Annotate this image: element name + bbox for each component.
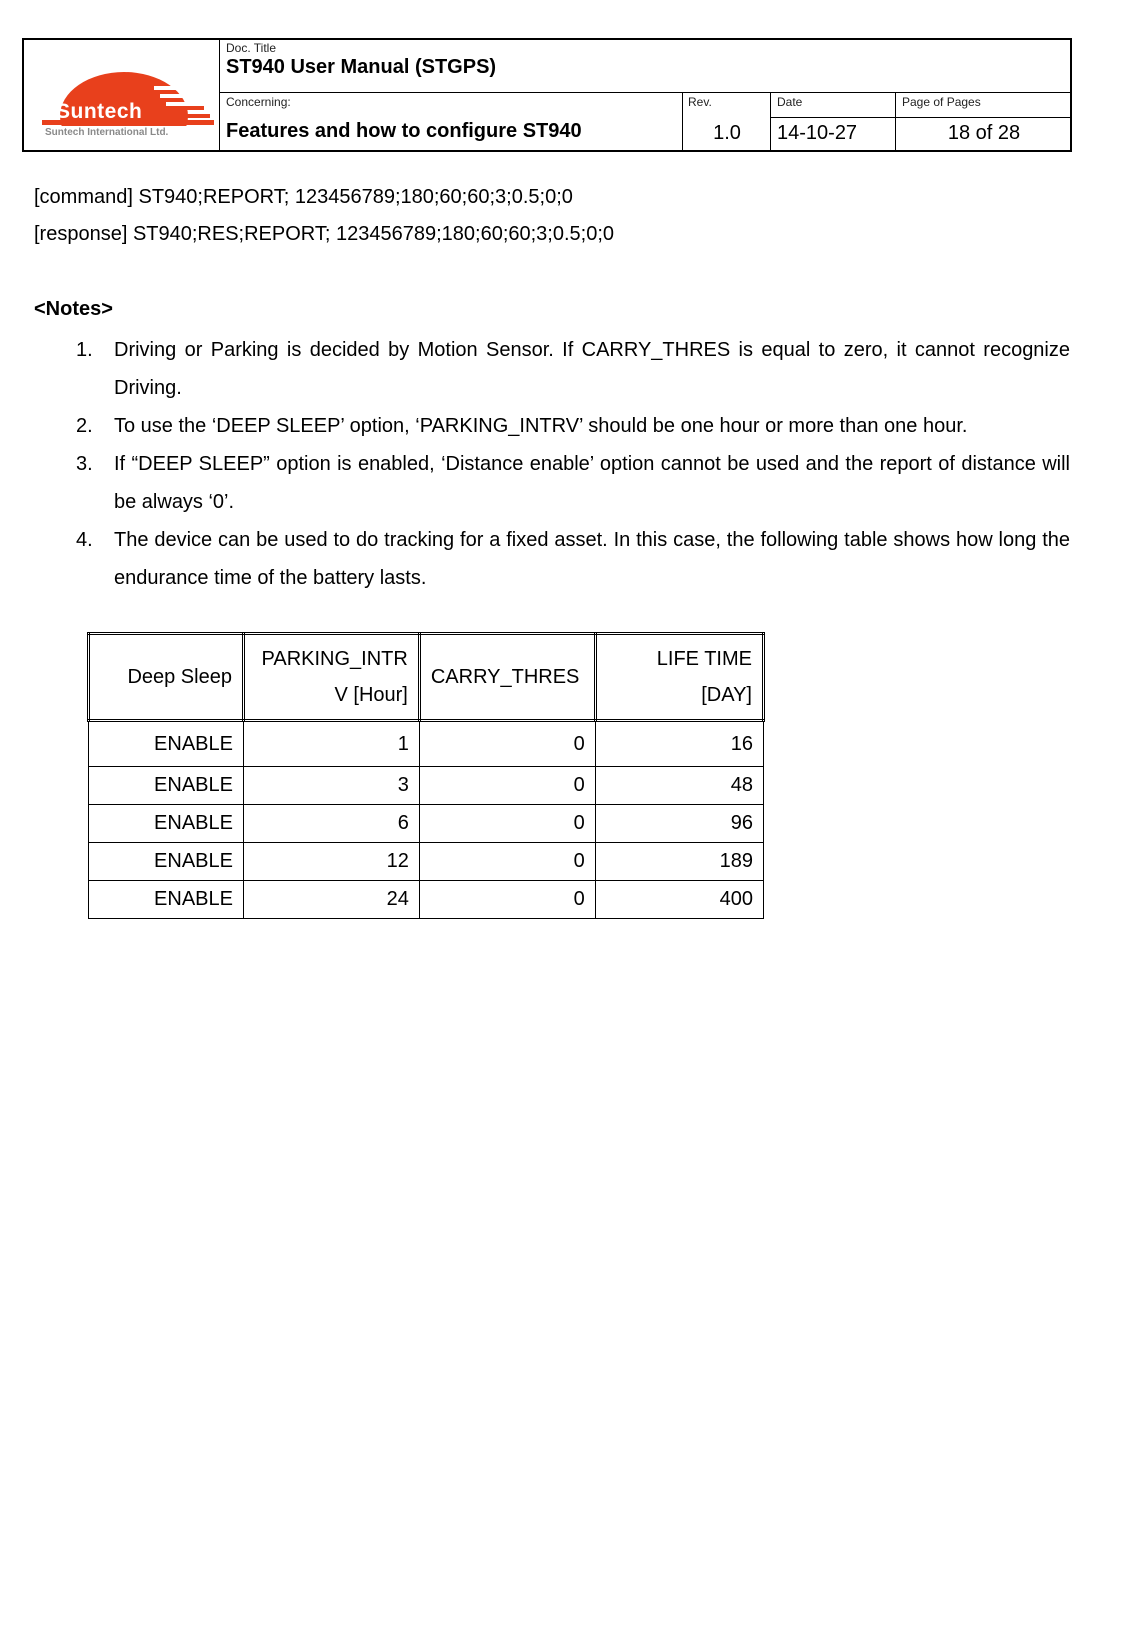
header-divider xyxy=(219,92,1070,93)
table-row xyxy=(89,805,764,843)
list-item xyxy=(0,445,1137,521)
header-divider xyxy=(770,117,1070,118)
table-header-row xyxy=(89,634,764,721)
rev-value: 1.0 xyxy=(713,122,741,144)
table-cell: 400 xyxy=(595,881,763,919)
list-item xyxy=(0,407,1137,445)
table-row xyxy=(89,767,764,805)
table-cell: 96 xyxy=(595,805,763,843)
table-cell: 0 xyxy=(419,767,595,805)
doc-title: ST940 User Manual (STGPS) xyxy=(226,56,497,78)
date-value: 14-10-27 xyxy=(777,122,858,144)
response-line: [response] ST940;RES;REPORT; 123456789;180;60;60;3;0.5;0;0 xyxy=(34,223,615,245)
column-header-life-time: LIFE TIME [DAY] xyxy=(595,634,763,721)
table-cell: 16 xyxy=(595,721,763,767)
column-header-deep-sleep: Deep Sleep xyxy=(89,634,244,721)
pages-value: 18 of 28 xyxy=(947,122,1021,144)
table-row xyxy=(89,843,764,881)
column-header-carry-thres: CARRY_THRES xyxy=(419,634,595,721)
list-number: 1. xyxy=(76,339,93,361)
notes-heading: <Notes> xyxy=(34,298,113,320)
column-header-parking-intrv: PARKING_INTR V [Hour] xyxy=(243,634,419,721)
pages-label: Page of Pages xyxy=(902,95,981,109)
table-cell: ENABLE xyxy=(89,767,244,805)
date-label: Date xyxy=(777,95,803,109)
rev-label: Rev. xyxy=(688,95,712,109)
header-divider xyxy=(219,40,220,150)
table-cell: 0 xyxy=(419,805,595,843)
list-number: 3. xyxy=(76,453,93,475)
table-cell: 6 xyxy=(243,805,419,843)
table-row xyxy=(89,881,764,919)
list-item xyxy=(0,331,1137,407)
table-cell: 3 xyxy=(243,767,419,805)
table-cell: 189 xyxy=(595,843,763,881)
table-cell: 12 xyxy=(243,843,419,881)
table-cell: 1 xyxy=(243,721,419,767)
list-number: 2. xyxy=(76,415,93,437)
table-cell: 0 xyxy=(419,881,595,919)
table-cell: 24 xyxy=(243,881,419,919)
table-cell: 0 xyxy=(419,843,595,881)
table-cell: ENABLE xyxy=(89,881,244,919)
command-line: [command] ST940;REPORT; 123456789;180;60;60;3;0.5;0;0 xyxy=(34,186,573,208)
battery-life-table xyxy=(87,632,765,919)
note-text: If “DEEP SLEEP” option is enabled, ‘Distance enable’ option cannot be used and the report of distance will be always ‘0’. xyxy=(114,453,1070,513)
list-number: 4. xyxy=(76,529,93,551)
doc-title-label: Doc. Title xyxy=(226,41,277,55)
document-header xyxy=(22,38,1072,152)
concerning-value: Features and how to configure ST940 xyxy=(226,120,582,142)
note-text: To use the ‘DEEP SLEEP’ option, ‘PARKING_INTRV’ should be one hour or more than one hour. xyxy=(114,415,968,437)
note-text: The device can be used to do tracking for a fixed asset. In this case, the following table shows how long the endurance time of the battery lasts. xyxy=(114,529,1070,589)
note-text: Driving or Parking is decided by Motion Sensor. If CARRY_THRES is equal to zero, it cannot recognize Driving. xyxy=(114,339,1070,399)
logo-tagline: Suntech International Ltd. xyxy=(45,127,169,138)
table-cell: ENABLE xyxy=(89,721,244,767)
table-cell: 48 xyxy=(595,767,763,805)
list-item xyxy=(0,521,1137,597)
concerning-label: Concerning: xyxy=(226,95,291,109)
table-cell: ENABLE xyxy=(89,805,244,843)
table-cell: 0 xyxy=(419,721,595,767)
logo-brand-text: Suntech xyxy=(56,100,143,123)
notes-list xyxy=(0,331,1137,597)
table-cell: ENABLE xyxy=(89,843,244,881)
table-row xyxy=(89,721,764,767)
